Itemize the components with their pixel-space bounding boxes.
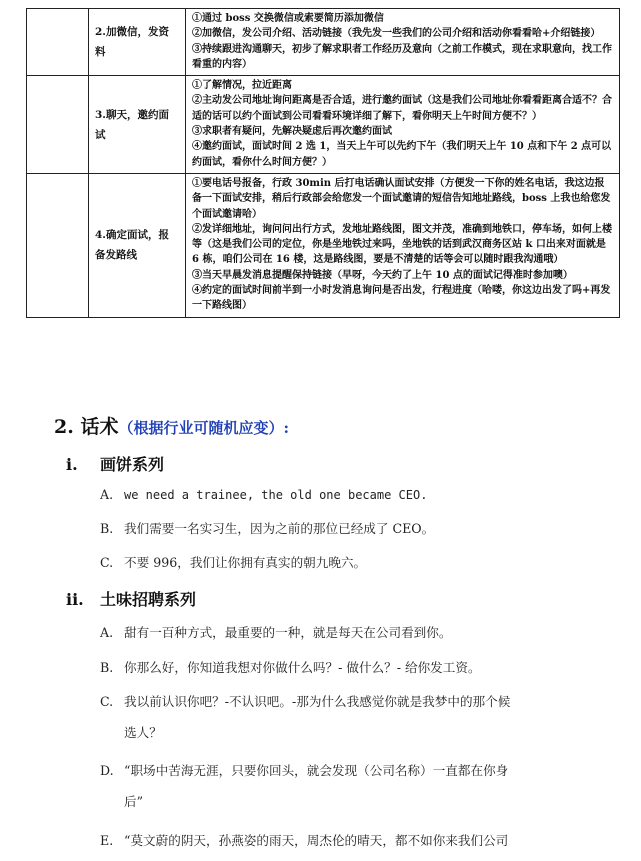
item-text: 我们需要一名实习生，因为之前的那位已经成了 CEO。 <box>124 521 435 536</box>
list-item <box>100 479 615 511</box>
list-item <box>100 686 615 748</box>
stage-cell: 4.确定面试，报备发路线 <box>89 173 186 317</box>
item-label: C. <box>100 555 114 570</box>
subsection-number: ii. <box>66 590 84 609</box>
list-item: ③持续跟进沟通聊天，初步了解求职者工作经历及意向（之前工作模式，现在求职意向，找工作看重的内容） <box>192 43 612 70</box>
table-row <box>27 9 620 76</box>
item-label: E. <box>100 833 114 848</box>
list-item: ①了解情况，拉近距离 <box>192 80 292 92</box>
item-text: “莫文蔚的阴天，孙燕姿的雨天，周杰伦的晴天，都不如你来我们公司 <box>124 833 509 848</box>
item-text-continuation: 选人？ <box>124 725 162 740</box>
item-text: we need a trainee, the old one became CEO. <box>124 488 428 502</box>
item-text: 你那么好，你知道我想对你做什么吗？- 做什么？- 给你发工资。 <box>124 660 481 675</box>
subsection-title: 画饼系列 <box>100 455 165 474</box>
item-text: “职场中苦海无涯，只要你回头，就会发现（公司名称）一直都在你身 <box>124 763 509 778</box>
item-text: 甜有一百种方式，最重要的一种，就是每天在公司看到你。 <box>124 625 452 640</box>
item-label: B. <box>100 521 114 536</box>
item-label: D. <box>100 763 114 778</box>
subsection-heading <box>66 452 164 475</box>
item-text: 不要 996，我们让你拥有真实的朝九晚六。 <box>124 555 367 570</box>
item-text-continuation: 后” <box>124 794 144 809</box>
subsection-number: i. <box>66 455 78 474</box>
list-item <box>100 617 615 648</box>
list-item <box>100 513 615 544</box>
item-label: A. <box>100 487 114 502</box>
table-cell-empty <box>27 173 89 317</box>
list-item <box>100 547 615 578</box>
list-item: ③求职者有疑问，先解决疑虑后再次邀约面试 <box>192 126 392 138</box>
list-item <box>100 652 615 683</box>
subsection-heading <box>66 587 196 610</box>
item-label: C. <box>100 694 114 709</box>
subsection-title: 土味招聘系列 <box>100 590 197 609</box>
list-item <box>100 755 615 817</box>
stage-items-cell <box>186 9 620 76</box>
item-text: 我以前认识你吧？-不认识吧。-那为什么我感觉你就是我梦中的那个候 <box>124 694 511 709</box>
table-cell-empty <box>27 9 89 76</box>
list-item: ②主动发公司地址询问距离是否合适，进行邀约面试（这是我们公司地址你看看距离合适不？合适的话可以约个面试到公司看看环境详细了解下，看你明天上午时间方便不？） <box>192 95 612 122</box>
stage-cell: 2.加微信，发资料 <box>89 9 186 76</box>
section-heading <box>54 412 289 439</box>
table-cell-empty <box>27 76 89 174</box>
list-item: ①要电话号报备，行政 30min 后打电话确认面试安排（方便发一下你的姓名电话，我这边报备一下面试安排，稍后行政部会给您发一个面试邀请的短信告知地址路线，boss 上我也给您发个面试邀请哈） <box>192 177 611 220</box>
item-label: B. <box>100 660 114 675</box>
list-item: ④约定的面试时间前半到一小时发消息询问是否出发，行程进度（哈喽，你这边出发了吗+再发一下路线图） <box>192 285 611 312</box>
list-item: ①通过 boss 交换微信或索要简历添加微信 <box>192 13 384 24</box>
process-table <box>26 8 620 318</box>
item-label: A. <box>100 625 114 640</box>
list-item <box>100 825 615 856</box>
table-row <box>27 173 620 317</box>
list-item: ②发详细地址，询问问出行方式，发地址路线图，图文并茂，准确到地铁口，停车场，如何上楼等（这是我们公司的定位，你是坐地铁过来吗，坐地铁的话到武汉商务区站 k 口出来对面就是 6 栋，咱们公司在 16 楼，这是路线图，要是不清楚的话等会可以随时跟我沟通哦） <box>192 223 612 266</box>
section-note: （根据行业可随机应变）: <box>118 419 289 437</box>
stage-items-cell <box>186 173 620 317</box>
stage-cell: 3.聊天，邀约面试 <box>89 76 186 174</box>
table-row <box>27 76 620 174</box>
list-item: ②加微信，发公司介绍、活动链接（我先发一些我们的公司介绍和活动你看看哈+介绍链接） <box>192 28 601 40</box>
list-item: ③当天早晨发消息提醒保持链接（早呀，今天约了上午 10 点的面试记得准时参加噢） <box>192 269 573 281</box>
stage-items-cell <box>186 76 620 174</box>
list-item: ④邀约面试，面试时间 2 选 1，当天上午可以先约下午（我们明天上午 10 点和下午 2 点可以约面试，看你什么时间方便？） <box>192 141 612 168</box>
section-title: 2. 话术 <box>54 416 119 438</box>
